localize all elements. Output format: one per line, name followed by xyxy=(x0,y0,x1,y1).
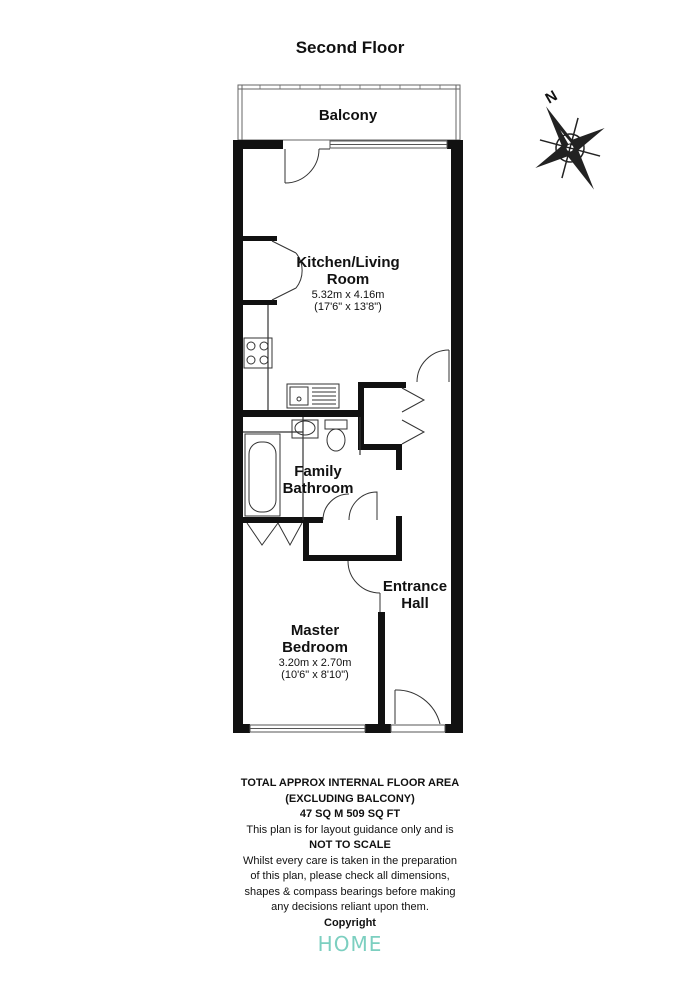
basin xyxy=(292,420,318,438)
area-line-3: 47 SQ M 509 SQ FT xyxy=(299,808,401,820)
entrance-name-line2: Hall xyxy=(401,595,429,613)
kitchen-living-label xyxy=(263,254,433,314)
compass-north-label: N xyxy=(542,87,561,108)
compass-rose xyxy=(511,86,628,209)
floor-title: Second Floor xyxy=(295,38,405,57)
bedroom-name-line2: Bedroom xyxy=(282,639,348,657)
bathroom-name-line1: Family xyxy=(294,463,342,480)
disclaimer-line-2: of this plan, please check all dimensions, xyxy=(250,870,450,882)
bathroom-name-line2: Bathroom xyxy=(282,480,354,498)
master-bedroom-label xyxy=(255,622,375,682)
copyright: Copyright xyxy=(324,916,376,929)
disclaimer-line-3: shapes & compass bearings before making xyxy=(244,885,456,898)
footer-notes xyxy=(150,776,550,931)
bedroom-dim-metric: 3.20m x 2.70m xyxy=(278,656,352,669)
balcony-railing-ticks xyxy=(260,85,440,89)
entrance-hall-label xyxy=(372,578,458,613)
kitchen-name-line2: Room xyxy=(326,271,370,289)
bathroom-label xyxy=(268,463,368,498)
kitchen-name-line1: Kitchen/Living xyxy=(296,254,400,271)
bedroom-name-line1: Master xyxy=(290,622,340,639)
toilet xyxy=(325,420,347,451)
not-to-scale: NOT TO SCALE xyxy=(309,839,391,851)
kitchen-sink xyxy=(287,384,339,408)
area-line-1: TOTAL APPROX INTERNAL FLOOR AREA xyxy=(240,777,460,789)
balcony-label xyxy=(268,107,428,124)
disclaimer-line-1: Whilst every care is taken in the preparation xyxy=(243,854,457,867)
kitchen-dim-imperial: (17'6" x 13'8") xyxy=(314,301,382,314)
balcony-name: Balcony xyxy=(318,107,378,124)
area-line-2: (EXCLUDING BALCONY) xyxy=(285,792,415,805)
entrance-name-line1: Entrance xyxy=(382,578,448,595)
guidance-text: This plan is for layout guidance only and is xyxy=(246,823,454,836)
home-logo: HOME xyxy=(317,932,383,956)
kitchen-dim-metric: 5.32m x 4.16m xyxy=(311,288,385,301)
disclaimer-line-4: any decisions reliant upon them. xyxy=(271,901,429,913)
bedroom-dim-imperial: (10'6" x 8'10") xyxy=(281,669,349,682)
